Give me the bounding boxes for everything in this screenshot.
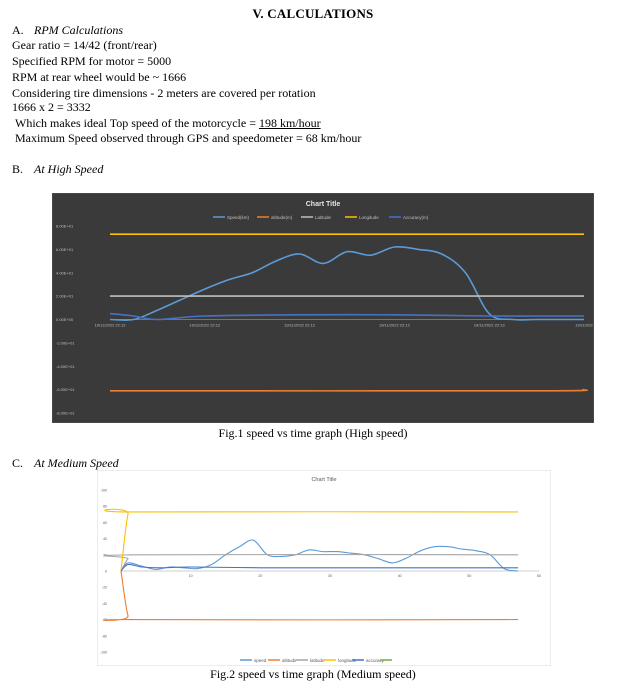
legend-entry: latitude [310,658,325,663]
section-heading: V. CALCULATIONS [252,6,374,21]
top-speed-prefix: Which makes ideal Top speed of the motorcycle = [15,116,259,130]
legend-entry: speed [254,658,267,663]
calc-line-gear: Gear ratio = 14/42 (front/rear) [12,38,157,52]
medium-speed-chart [97,470,551,666]
y-tick-label: -40 [101,601,107,606]
y-tick-label: -60 [101,618,107,623]
subsection-a-number: A. [12,23,24,37]
y-tick-label: 20 [103,553,107,558]
figure-1-caption: Fig.1 speed vs time graph (High speed) [218,426,408,440]
x-tick-label: 19/11/2022 22:13 [473,322,505,328]
y-tick-label: -80 [101,634,107,639]
x-tick-label: 50 [467,574,472,578]
x-tick-label: 20 [258,574,263,578]
x-tick-label: 19/11/2022 22:12 [94,322,126,328]
legend-entry: Longitude [359,215,379,220]
calc-line-product: 1666 x 2 = 3332 [12,100,91,114]
chart-title: Chart Title [311,477,337,483]
figure-2-caption: Fig.2 speed vs time graph (Medium speed) [210,667,416,681]
y-tick-label: 6.00E+01 [56,246,74,252]
legend-entry: accuracy [366,658,385,663]
subsection-a [12,23,123,38]
chart-background [52,193,594,423]
x-tick-label: 19/11/2022 22:12 [189,322,221,328]
y-tick-label: 60 [103,520,107,525]
x-tick-label: 19/11/202 [575,322,593,328]
x-tick-label: 19/11/2022 22:12 [284,322,316,328]
subsection-b-number: B. [12,162,24,176]
x-tick-label: 19/11/2022 22:12 [378,322,410,328]
subsection-a-title: RPM Calculations [34,23,123,37]
y-tick-label: 0.00E+00 [56,317,74,322]
y-tick-label: 40 [103,537,107,542]
x-tick-label: 30 [328,574,332,578]
y-tick-label: 100 [101,488,107,493]
y-tick-label: -2.00E+01 [56,340,75,346]
y-tick-label: -8.00E+01 [56,410,75,416]
high-speed-chart [52,193,594,423]
x-tick-label: 60 [537,574,541,578]
legend-entry: altitude [282,658,297,663]
chart-title: Chart Title [305,201,341,208]
y-tick-label: 4.00E+01 [56,270,74,276]
calc-line-rpm-motor: Specified RPM for motor = 5000 [12,54,172,68]
legend-entry: longitude [338,658,357,663]
y-tick-label: 8.00E+01 [56,223,74,229]
calc-line-rpm-wheel: RPM at rear wheel would be ~ 1666 [12,70,187,84]
x-tick-label: 40 [397,574,402,578]
subsection-b [12,162,103,177]
subsection-b-title: At High Speed [34,162,104,176]
y-tick-label: 2.00E+01 [56,293,74,299]
y-tick-label: -6.00E+01 [56,387,75,393]
y-tick-label: 80 [103,504,107,509]
top-speed-value: 198 km/hour [258,116,321,130]
calc-line-tire: Considering tire dimensions - 2 meters are covered per rotation [12,86,316,100]
y-tick-label: -100 [99,650,107,655]
subsection-c [12,456,119,471]
y-tick-label: -20 [101,585,107,590]
x-tick-label: 10 [188,574,193,578]
legend-entry: Latitude [315,215,332,220]
calc-line-top-speed [15,116,321,131]
legend-entry: Speed(km) [227,215,250,220]
y-tick-label: 0 [105,569,107,574]
y-tick-label: -4.00E+01 [56,363,75,369]
calc-line-max-speed: Maximum Speed observed through GPS and speedometer = 68 km/hour [15,131,362,145]
subsection-c-number: C. [12,456,24,470]
legend-entry: Accuracy(m) [403,215,429,220]
subsection-c-title: At Medium Speed [34,456,119,470]
legend-entry: altitude(m) [271,215,293,220]
